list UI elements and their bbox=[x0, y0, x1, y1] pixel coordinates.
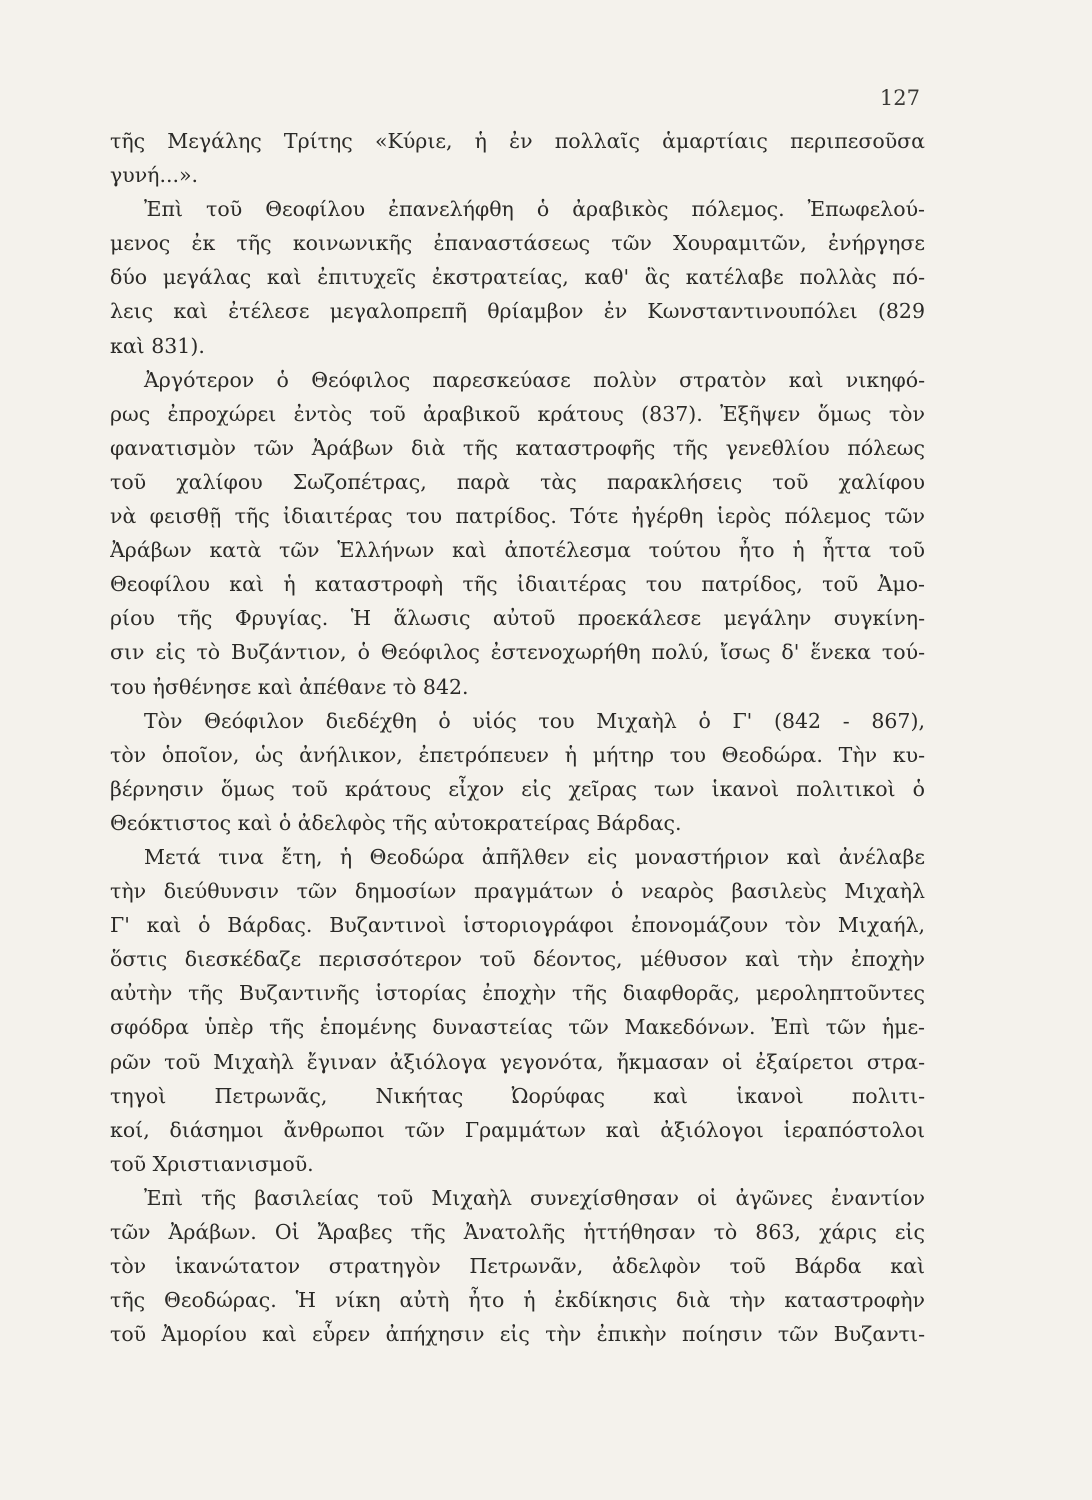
text-line: σφόδρα ὑπὲρ τῆς ἑπομένης δυναστείας τῶν Μακεδόνων. Ἐπὶ τῶν ἡμε- bbox=[110, 1015, 925, 1040]
text-line: τὸν ὁποῖον, ὡς ἀνήλικον, ἐπετρόπευεν ἡ μήτηρ του Θεοδώρα. Τὴν κυ- bbox=[110, 742, 925, 767]
text-line: τοῦ Ἀμορίου καὶ εὗρεν ἀπήχησιν εἰς τὴν ἐπικὴν ποίησιν τῶν Βυζαντι- bbox=[110, 1322, 925, 1347]
text-line: λεις καὶ ἐτέλεσε μεγαλοπρεπῆ θρίαμβον ἐν Κωνσταντινουπόλει (829 bbox=[110, 299, 925, 324]
text-line: τοῦ Χριστιανισμοῦ. bbox=[110, 1151, 314, 1176]
text-line: Ἀράβων κατὰ τῶν Ἑλλήνων καὶ ἀποτέλεσμα τούτου ἦτο ἡ ἧττα τοῦ bbox=[110, 538, 925, 563]
text-line: Θεόκτιστος καὶ ὁ ἀδελφὸς τῆς αὐτοκρατείρας Βάρδας. bbox=[110, 810, 682, 835]
text-line: τὴν διεύθυνσιν τῶν δημοσίων πραγμάτων ὁ νεαρὸς βασιλεὺς Μιχαὴλ bbox=[110, 879, 925, 904]
text-line: Γ' καὶ ὁ Βάρδας. Βυζαντινοὶ ἱστοριογράφοι ἐπονομάζουν τὸν Μιχαήλ, bbox=[110, 913, 925, 938]
text-line: ρῶν τοῦ Μιχαὴλ ἔγιναν ἀξιόλογα γεγονότα, ἤκμασαν οἱ ἐξαίρετοι στρα- bbox=[110, 1049, 925, 1074]
text-line: γυνή...». bbox=[110, 163, 199, 188]
text-line: Ἐπὶ τῆς βασιλείας τοῦ Μιχαὴλ συνεχίσθησαν οἱ ἀγῶνες ἐναντίον bbox=[144, 1185, 925, 1210]
text-line: βέρνησιν ὅμως τοῦ κράτους εἶχον εἰς χεῖρας των ἱκανοὶ πολιτικοὶ ὁ bbox=[110, 776, 925, 801]
text-line: τῆς Θεοδώρας. Ἡ νίκη αὐτὴ ἦτο ἡ ἐκδίκησις διὰ τὴν καταστροφὴν bbox=[110, 1288, 925, 1313]
text-line: Τὸν Θεόφιλον διεδέχθη ὁ υἱός του Μιχαὴλ ὁ Γ' (842 - 867), bbox=[144, 708, 925, 733]
text-line: ρως ἐπροχώρει ἐντὸς τοῦ ἀραβικοῦ κράτους (837). Ἐξῆψεν ὅμως τὸν bbox=[110, 401, 925, 426]
text-line: τοῦ χαλίφου Σωζοπέτρας, παρὰ τὰς παρακλήσεις τοῦ χαλίφου bbox=[110, 469, 925, 494]
text-line: τῶν Ἀράβων. Οἱ Ἄραβες τῆς Ἀνατολῆς ἡττήθησαν τὸ 863, χάρις εἰς bbox=[110, 1220, 925, 1244]
text-line: δύο μεγάλας καὶ ἐπιτυχεῖς ἐκστρατείας, καθ' ἃς κατέλαβε πολλὰς πό- bbox=[110, 265, 925, 290]
text-line: Θεοφίλου καὶ ἡ καταστροφὴ τῆς ἰδιαιτέρας του πατρίδος, τοῦ Ἀμο- bbox=[110, 572, 925, 597]
text-line: φανατισμὸν τῶν Ἀράβων διὰ τῆς καταστροφῆς τῆς γενεθλίου πόλεως bbox=[110, 435, 925, 460]
text-line: Ἀργότερον ὁ Θεόφιλος παρεσκεύασε πολὺν στρατὸν καὶ νικηφό- bbox=[144, 367, 925, 392]
text-line: κοί, διάσημοι ἄνθρωποι τῶν Γραμμάτων καὶ ἀξιόλογοι ἱεραπόστολοι bbox=[110, 1117, 925, 1142]
text-line: Ἐπὶ τοῦ Θεοφίλου ἐπανελήφθη ὁ ἀραβικὸς πόλεμος. Ἐπωφελού- bbox=[144, 197, 925, 222]
body-text bbox=[110, 124, 925, 1351]
text-line: νὰ φεισθῇ τῆς ἰδιαιτέρας του πατρίδος. Τότε ἠγέρθη ἱερὸς πόλεμος τῶν bbox=[110, 504, 925, 529]
text-line: ὅστις διεσκέδαζε περισσότερον τοῦ δέοντος, μέθυσον καὶ τὴν ἐποχὴν bbox=[110, 947, 925, 972]
text-line: μενος ἐκ τῆς κοινωνικῆς ἐπαναστάσεως τῶν Χουραμιτῶν, ἐνήργησε bbox=[110, 231, 925, 256]
text-line: Μετά τινα ἔτη, ἡ Θεοδώρα ἀπῆλθεν εἰς μοναστήριον καὶ ἀνέλαβε bbox=[144, 844, 925, 869]
text-line: αὐτὴν τῆς Βυζαντινῆς ἱστορίας ἐποχὴν τῆς διαφθορᾶς, μεροληπτοῦντες bbox=[110, 981, 925, 1006]
text-line: του ἠσθένησε καὶ ἀπέθανε τὸ 842. bbox=[110, 674, 469, 699]
text-line: τῆς Μεγάλης Τρίτης «Κύριε, ἡ ἐν πολλαῖς ἁμαρτίαις περιπεσοῦσα bbox=[110, 129, 925, 153]
text-line: σιν εἰς τὸ Βυζάντιον, ὁ Θεόφιλος ἐστενοχωρήθη πολύ, ἴσως δ' ἕνεκα τού- bbox=[110, 640, 925, 665]
text-line: τηγοὶ Πετρωνᾶς, Νικήτας Ὠορύφας καὶ ἱκανοὶ πολιτι- bbox=[110, 1083, 925, 1108]
text-line: τὸν ἱκανώτατον στρατηγὸν Πετρωνᾶν, ἀδελφὸν τοῦ Βάρδα καὶ bbox=[110, 1254, 925, 1279]
page-number: 127 bbox=[879, 86, 920, 110]
text-line: καὶ 831). bbox=[110, 333, 205, 358]
text-line: ρίου τῆς Φρυγίας. Ἡ ἅλωσις αὐτοῦ προεκάλεσε μεγάλην συγκίνη- bbox=[110, 606, 925, 631]
